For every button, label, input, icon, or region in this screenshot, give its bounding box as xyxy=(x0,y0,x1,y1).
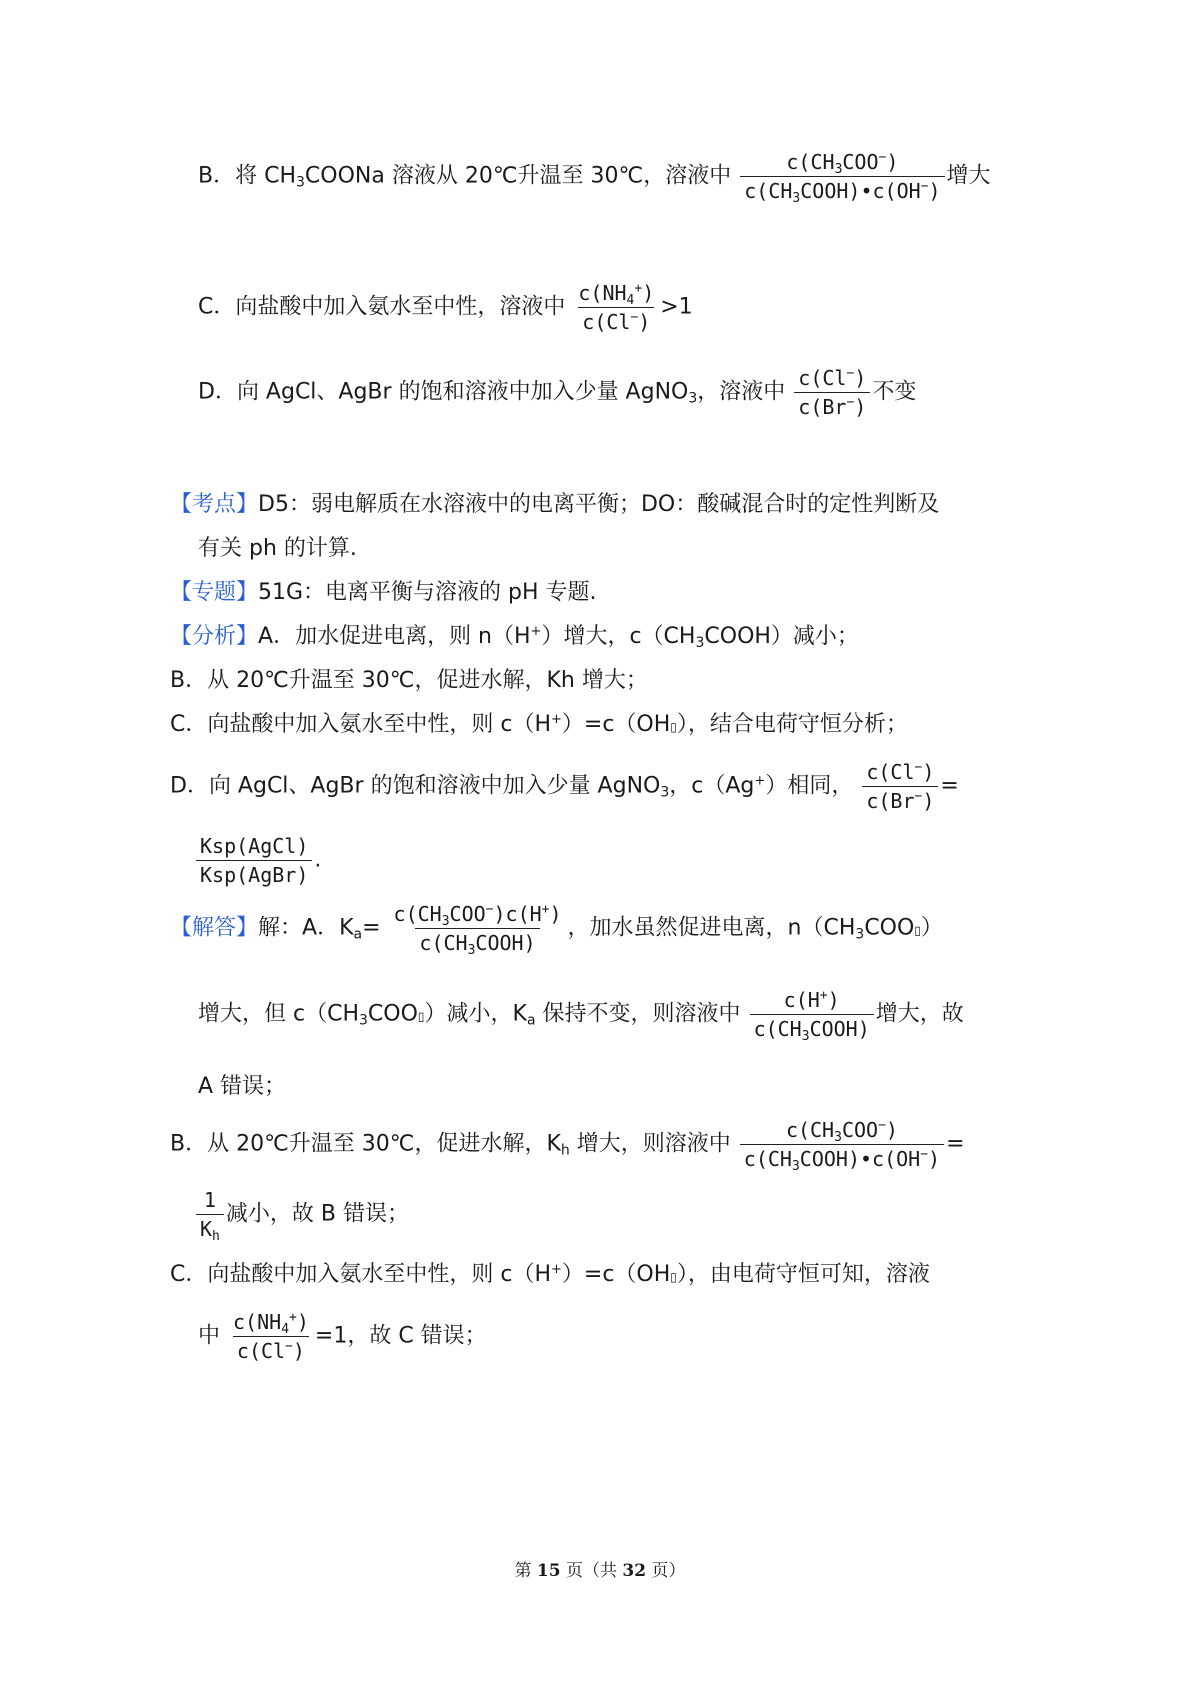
jieda-tag: 【解答】 xyxy=(170,915,259,941)
fraction-ka: $\frac{c(CH_3COO^-)c(H^+)}{c(CH_3COOH)}$ xyxy=(393,902,562,958)
fraction-cl-br: $\frac{c(Cl^-)}{c(Br^-)}$ xyxy=(794,368,870,417)
jieda-line-b2: $\frac{1}{K_h}$ 减小，故 B 错误； xyxy=(194,1190,409,1239)
fraction-kh: $\frac{1}{K_h}$ xyxy=(196,1190,224,1239)
zhuanti-line: 【专题】51G：电离平衡与溶液的 pH 专题. xyxy=(170,580,597,605)
kaodian-line-1: 【考点】D5：弱电解质在水溶液中的电离平衡；DO：酸碱混合时的定性判断及 xyxy=(170,492,940,517)
fraction-nh4-cl: $\frac{c(NH_4^+)}{c(Cl^-)}$ xyxy=(578,281,655,334)
zhuanti-tag: 【专题】 xyxy=(170,580,259,605)
fenxi-line-b: B．从 20℃升温至 30℃，促进水解，Kh 增大； xyxy=(170,668,648,693)
kaodian-line-2: 有关 ph 的计算. xyxy=(198,536,357,561)
page-footer: 第 15 页（共 32 页） xyxy=(514,1561,686,1581)
option-c: C．向盐酸中加入氨水至中性，溶液中 $\frac{c(NH_4^+)}{c(Cl^-)}$ >1 xyxy=(198,281,693,334)
fenxi-line-ksp: $\frac{\text{Ksp(AgCl)}}{\text{Ksp(AgBr)}}$ . xyxy=(194,836,321,885)
fenxi-line-c: C．向盐酸中加入氨水至中性，则 c（H+）=c（OH▯），结合电荷守恒分析； xyxy=(170,712,908,737)
fraction-ksp: $\frac{\text{Ksp(AgCl)}}{\text{Ksp(AgBr)}}$ xyxy=(196,836,312,885)
option-d: D．向 AgCl、AgBr 的饱和溶液中加入少量 AgNO$_3$，溶液中 $\frac{c(Cl^-)}{c(Br^-)}$ 不变 xyxy=(198,366,917,419)
fraction-b: $\frac{c(CH_3COO^-)}{c(CH_3COOH)•c(OH^-)}$ xyxy=(740,152,944,201)
fraction-nh4-cl-2: $\frac{c(NH_4^+)}{c(Cl^-)}$ xyxy=(233,1310,309,1363)
option-b: B．将 $CH_3COONa$ 溶液从 20℃升温至 30℃，溶液中 $\frac{c(CH_3COO^-)}{c(CH_3COOH)•c(OH^-)}$ 增大 xyxy=(198,150,991,206)
jieda-line-b1: B．从 20℃升温至 30℃，促进水解，$K_h$ 增大，则溶液中 $\frac{c(CH_3COO^-)}{c(CH_3COOH)•c(OH^-)}$ = xyxy=(170,1118,965,1174)
fraction-b-2: $\frac{c(CH_3COO^-)}{c(CH_3COOH)•c(OH^-)}$ xyxy=(740,1120,944,1169)
missing-glyph-icon: ▯ xyxy=(417,1009,425,1024)
missing-glyph-icon: ▯ xyxy=(670,720,677,734)
jieda-line-c2: 中 $\frac{c(NH_4^+)}{c(Cl^-)}$ =1，故 C 错误； xyxy=(198,1310,487,1363)
jieda-line-a1: 【解答】解：A．$K_a=$ $\frac{c(CH_3COO^-)c(H^+)}{c(CH_3COOH)}$ ，加水虽然促进电离，$n(CH_3COO▯)$ xyxy=(170,902,943,958)
missing-glyph-icon: ▯ xyxy=(914,923,921,938)
fraction-h-acid: $\frac{c(H^+)}{c(CH_3COOH)}$ xyxy=(750,990,874,1039)
fenxi-line-a: 【分析】A．加水促进电离，则 n（H+）增大，$c(CH_3COOH)$减小； xyxy=(170,624,859,651)
jieda-line-a2: 增大，但 $c(CH_3COO▯)$减小，$K_a$ 保持不变，则溶液中 $\frac{c(H^+)}{c(CH_3COOH)}$ 增大，故 xyxy=(198,988,964,1044)
fraction-cl-br-2: $\frac{c(Cl^-)}{c(Br^-)}$ xyxy=(862,762,938,811)
jieda-line-a3: A 错误； xyxy=(198,1074,287,1099)
missing-glyph-icon: ▯ xyxy=(670,1270,677,1284)
jieda-line-c1: C．向盐酸中加入氨水至中性，则 c（H+）=c（OH▯），由电荷守恒可知，溶液 xyxy=(170,1262,930,1287)
fenxi-line-d: D．向 AgCl、AgBr 的饱和溶液中加入少量 AgNO$_3$，c（Ag+）相同， $\frac{c(Cl^-)}{c(Br^-)}$ = xyxy=(170,760,959,813)
fenxi-tag: 【分析】 xyxy=(170,624,259,649)
kaodian-tag: 【考点】 xyxy=(170,492,259,517)
